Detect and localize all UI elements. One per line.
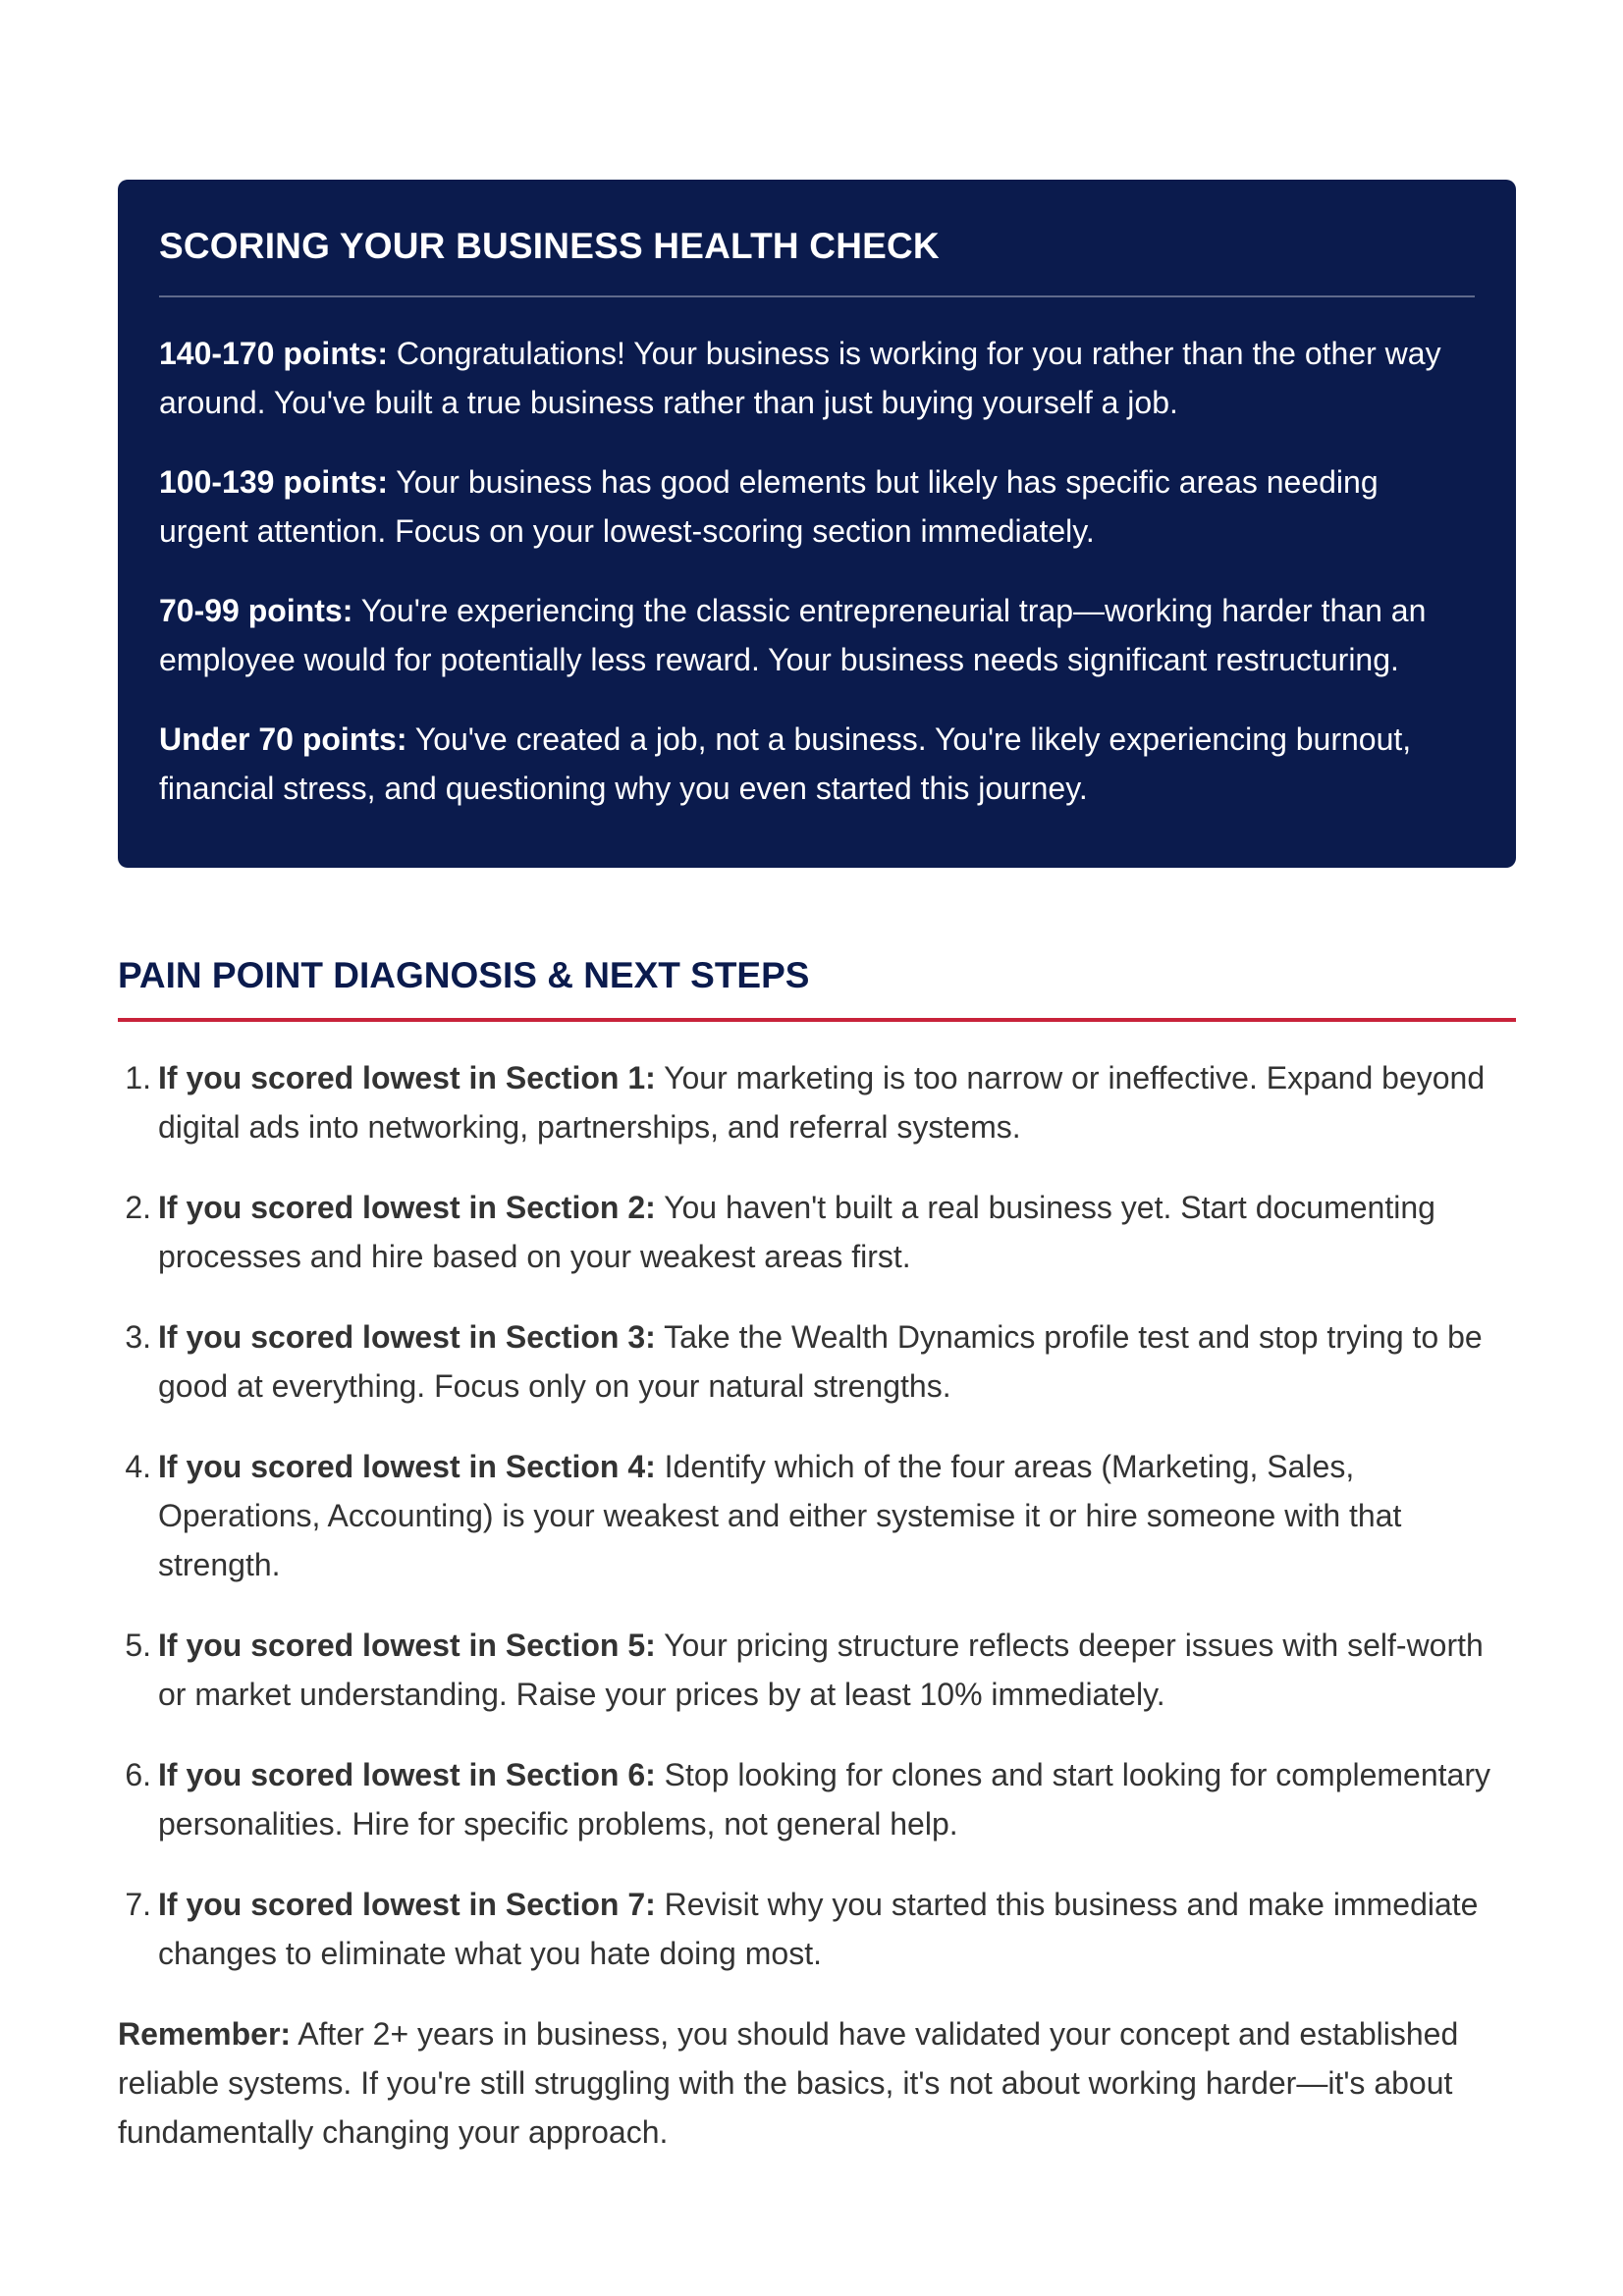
scoring-divider — [159, 295, 1475, 297]
step-lead: If you scored lowest in Section 3: — [158, 1318, 656, 1355]
step-number: 7. — [125, 1886, 151, 1922]
step-number: 2. — [125, 1189, 151, 1225]
list-item — [118, 1880, 1516, 1978]
step-lead: If you scored lowest in Section 2: — [158, 1189, 656, 1225]
list-item — [118, 1750, 1516, 1848]
list-item — [118, 1183, 1516, 1281]
score-range-item — [159, 715, 1475, 813]
diagnosis-rule — [118, 1018, 1516, 1022]
list-item — [118, 1442, 1516, 1589]
scoring-panel — [118, 180, 1516, 868]
score-range-label: 140-170 points: — [159, 336, 388, 372]
step-text: Identify which of the four areas (Marketing, Sales, Operations, Accounting) is your weakest and either systemise it or hire someone with that strength. — [158, 1448, 1402, 1582]
step-text: Take the Wealth Dynamics profile test and stop trying to be good at everything. Focus only on your natural strengths. — [158, 1318, 1483, 1404]
diagnosis-steps-list — [118, 1053, 1516, 1978]
list-item — [118, 1053, 1516, 1151]
score-range-description: You've created a job, not a business. You're likely experiencing burnout, financial stress, and questioning why you even started this journey. — [159, 721, 1412, 807]
score-range-item — [159, 457, 1475, 556]
score-range-label: 100-139 points: — [159, 464, 388, 501]
step-lead: If you scored lowest in Section 7: — [158, 1886, 656, 1922]
score-range-item — [159, 329, 1475, 427]
step-lead: If you scored lowest in Section 4: — [158, 1448, 656, 1484]
score-range-item — [159, 586, 1475, 684]
step-text: Stop looking for clones and start looking for complementary personalities. Hire for specific problems, not general help. — [158, 1756, 1490, 1842]
remember-text: After 2+ years in business, you should have validated your concept and established reliable systems. If you're still struggling with the basics, it's not about working harder—it's about fundamentally changing your approach. — [118, 2015, 1459, 2150]
step-number: 5. — [125, 1627, 151, 1663]
step-lead: If you scored lowest in Section 1: — [158, 1059, 656, 1095]
list-item — [118, 1621, 1516, 1719]
score-range-label: 70-99 points: — [159, 593, 353, 629]
score-range-description: Your business has good elements but likely has specific areas needing urgent attention. Focus on your lowest-scoring section immediately. — [159, 464, 1379, 550]
step-number: 1. — [125, 1059, 151, 1095]
step-text: Your marketing is too narrow or ineffective. Expand beyond digital ads into networking, partnerships, and referral systems. — [158, 1059, 1486, 1145]
score-range-description: Congratulations! Your business is working for you rather than the other way around. You've built a true business rather than just buying yourself a job. — [159, 336, 1441, 421]
step-text: Your pricing structure reflects deeper issues with self-worth or market understanding. Raise your prices by at least 10% immediately. — [158, 1627, 1484, 1712]
diagnosis-title: PAIN POINT DIAGNOSIS & NEXT STEPS — [118, 955, 810, 996]
step-lead: If you scored lowest in Section 6: — [158, 1756, 656, 1792]
list-item — [118, 1312, 1516, 1411]
document-page — [118, 180, 1516, 2157]
step-number: 3. — [125, 1318, 151, 1355]
score-range-label: Under 70 points: — [159, 721, 407, 758]
scoring-title: SCORING YOUR BUSINESS HEALTH CHECK — [159, 226, 940, 266]
remember-note — [118, 2009, 1516, 2157]
score-range-description: You're experiencing the classic entrepreneurial trap—working harder than an employee would for potentially less reward. Your business needs significant restructuring. — [159, 593, 1427, 678]
step-text: You haven't built a real business yet. Start documenting processes and hire based on your weakest areas first. — [158, 1189, 1435, 1274]
step-lead: If you scored lowest in Section 5: — [158, 1627, 656, 1663]
remember-lead: Remember: — [118, 2015, 292, 2052]
step-number: 4. — [125, 1448, 151, 1484]
step-text: Revisit why you started this business and make immediate changes to eliminate what you hate doing most. — [158, 1886, 1479, 1971]
step-number: 6. — [125, 1756, 151, 1792]
